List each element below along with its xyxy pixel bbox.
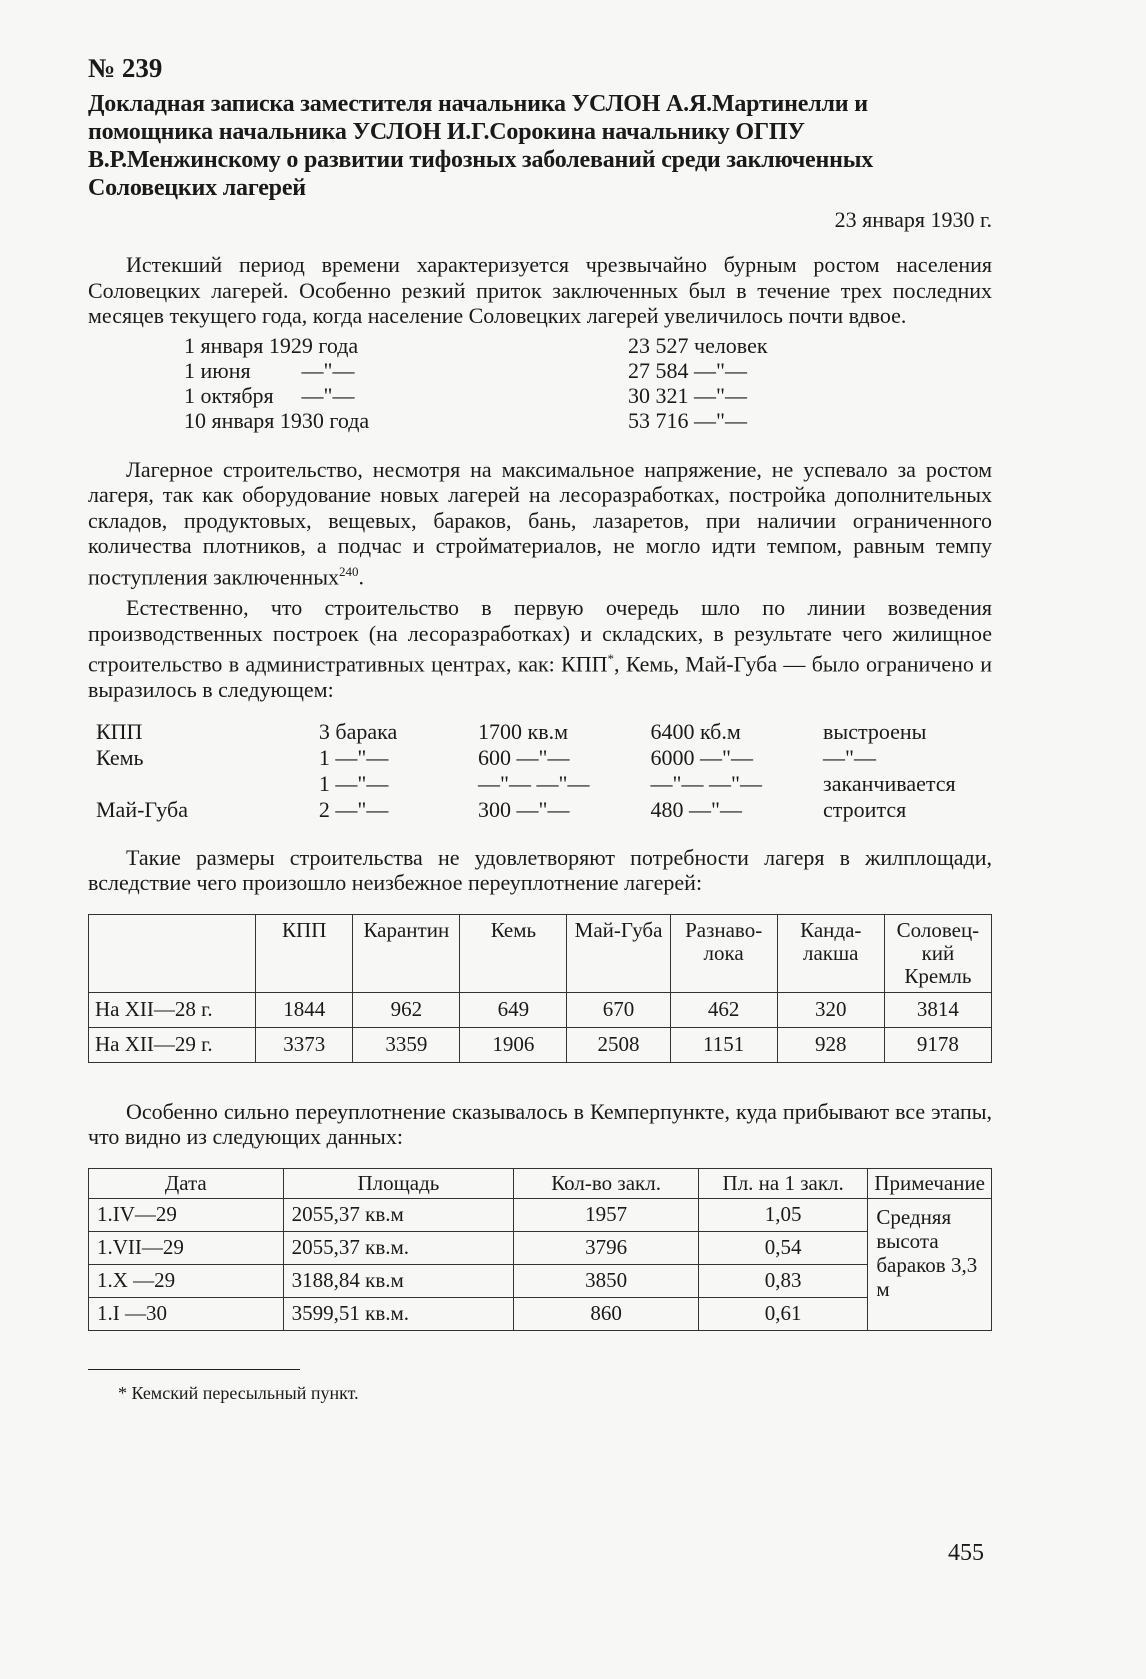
endnote-ref[interactable]: 240 bbox=[338, 563, 359, 579]
population-table bbox=[184, 333, 768, 433]
construction-row: КПП 3 барака 1700 кв.м 6400 кб.м выстроены bbox=[96, 718, 927, 744]
kpp-row: 1.IV—29 2055,37 кв.м 1957 1,05 Средняя высота бараков 3,3 м bbox=[89, 1198, 992, 1231]
population-value: 23 527 человек bbox=[628, 332, 768, 358]
kpp-header-row bbox=[89, 1168, 992, 1198]
camps-row: На XII—28 г. 1844 962 649 670 462 320 3814 bbox=[89, 992, 992, 1027]
population-row bbox=[184, 408, 768, 433]
camps-header-cell: Канда-лакша bbox=[777, 914, 884, 992]
kpp-note: Средняя высота бараков 3,3 м bbox=[868, 1198, 992, 1330]
population-date: 1 июня bbox=[184, 357, 251, 383]
camps-header-cell: Май-Губа bbox=[567, 914, 670, 992]
document-date: 23 января 1930 г. bbox=[834, 207, 992, 232]
camps-header-cell: Соловец-кий Кремль bbox=[884, 914, 991, 992]
kpp-row: 1.VII—29 2055,37 кв.м. 3796 0,54 bbox=[89, 1231, 992, 1264]
population-value: 30 321 —"— bbox=[628, 382, 747, 408]
camps-row: На XII—29 г. 3373 3359 1906 2508 1151 928 9178 bbox=[89, 1027, 992, 1062]
construction-row: Май-Губа 2 —"— 300 —"— 480 —"— строится bbox=[96, 796, 907, 822]
document-title: Докладная записка заместителя начальника УСЛОН А.Я.Мартинелли и помощника начальника УСЛОН И.Г.Сорокина начальнику ОГПУ В.Р.Менжинскому о развитии тифозных заболеваний среди заключенных Соловецких лагерей bbox=[88, 91, 874, 201]
kpp-header-cell: Дата bbox=[89, 1168, 284, 1198]
population-date: 1 октября bbox=[184, 382, 274, 408]
footnote-ref[interactable]: * bbox=[607, 651, 615, 667]
kpp-header-cell: Примечание bbox=[868, 1168, 992, 1198]
construction-table bbox=[96, 719, 992, 823]
population-row bbox=[184, 333, 768, 358]
kpp-row: 1.I —30 3599,51 кв.м. 860 0,61 bbox=[89, 1297, 992, 1330]
population-row: 1 октября —"— 30 321 —"— bbox=[184, 383, 768, 408]
paragraph-3: Естественно, что строительство в первую очередь шло по линии возведения производственных построек (на лесоразработках) и складских, в результате чего жилищное строительство в административных центрах, как: КПП*, Кемь, Май-Губа — было ограничено и выразилось в следующем: bbox=[88, 595, 992, 703]
camps-table bbox=[88, 914, 992, 1063]
kpp-row: 1.X —29 3188,84 кв.м 3850 0,83 bbox=[89, 1264, 992, 1297]
population-date: 1 января 1929 года bbox=[184, 332, 359, 358]
paragraph-2: Лагерное строительство, несмотря на максимальное напряжение, не успевало за ростом лагеря, так как оборудование новых лагерей на лесоразработках, постройка дополнительных складов, продуктовых, вещевых, бараков, бань, лазаретов, при наличии ограниченного количества плотников, а подчас и стройматериалов, не могло идти темпом, равным темпу поступления заключенных$^{240}$. bbox=[88, 456, 992, 589]
population-date: 10 января 1930 года bbox=[184, 407, 370, 433]
construction-row: 1 —"— —"— —"— —"— —"— заканчивается bbox=[318, 770, 956, 796]
kemperpunkt-table bbox=[88, 1168, 992, 1331]
paragraph-4: Такие размеры строительства не удовлетворяют потребности лагеря в жилплощади, вследствие чего произошло неизбежное переуплотнение лагерей: bbox=[88, 844, 992, 896]
camps-header-cell: КПП bbox=[256, 914, 353, 992]
kpp-header-cell: Пл. на 1 закл. bbox=[699, 1168, 868, 1198]
construction-row: Кемь 1 —"— 600 —"— 6000 —"— —"— bbox=[96, 744, 877, 770]
population-row: 1 июня —"— 27 584 —"— bbox=[184, 358, 768, 383]
footnote: * Кемский пересыльный пункт. bbox=[118, 1382, 359, 1403]
camps-header-cell: Разнаво-лока bbox=[670, 914, 777, 992]
paragraph-1: Истекший период времени характеризуется чрезвычайно бурным ростом населения Соловецких лагерей. Особенно резкий приток заключенных был в течение трех последних месяцев текущего года, когда население Соловецких лагерей увеличилось почти вдвое. bbox=[88, 252, 992, 328]
camps-header-cell: Карантин bbox=[353, 914, 460, 992]
document-page bbox=[88, 52, 992, 1404]
page-number: 455 bbox=[948, 1540, 984, 1566]
paragraph-5: Особенно сильно переуплотнение сказывалось в Кемперпункте, куда прибывают все этапы, что видно из следующих данных: bbox=[88, 1098, 992, 1150]
document-number: № 239 bbox=[88, 53, 163, 83]
kpp-header-cell: Площадь bbox=[283, 1168, 514, 1198]
camps-header-row bbox=[89, 914, 992, 992]
camps-header-cell bbox=[89, 914, 256, 992]
population-value: 53 716 —"— bbox=[628, 407, 747, 433]
footnote-divider bbox=[88, 1369, 300, 1370]
camps-header-cell: Кемь bbox=[460, 914, 567, 992]
population-value: 27 584 —"— bbox=[628, 357, 747, 383]
kpp-header-cell: Кол-во закл. bbox=[514, 1168, 699, 1198]
